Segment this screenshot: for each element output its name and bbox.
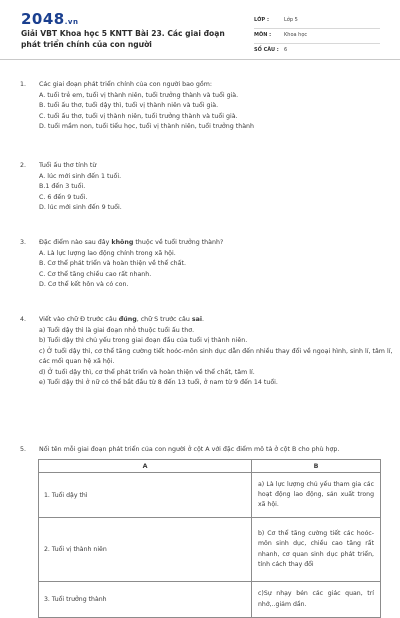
description-cell[interactable]: c)Sự nhạy bén các giác quan, trí nhớ,..giảm dần.	[252, 582, 381, 618]
emphasis-text: đúng	[118, 316, 137, 323]
question-number: 5.	[20, 446, 27, 453]
table-row	[39, 518, 381, 582]
statement-item-d[interactable]: d) Ở tuổi dậy thì, cơ thể phát triển và hoàn thiện về thể chất, tâm lí.	[39, 368, 255, 376]
table-row	[39, 473, 381, 518]
stage-cell[interactable]: 2. Tuổi vị thành niên	[39, 518, 252, 582]
answer-option-a[interactable]: A. tuổi trẻ em, tuổi vị thành niên, tuổi trưởng thành và tuổi già.	[39, 91, 239, 99]
answer-option-b[interactable]: B. tuổi ấu thơ, tuổi dậy thì, tuổi vị thành niên và tuổi già.	[39, 102, 219, 109]
question-text	[39, 238, 223, 249]
meta-value: Khoa học	[284, 32, 308, 38]
emphasis-text: không	[111, 239, 134, 246]
emphasis-text: sai	[191, 316, 202, 323]
question-text-part: thuộc về tuổi trưởng thành?	[133, 239, 224, 246]
question-number: 3.	[20, 239, 27, 246]
site-logo[interactable]	[21, 10, 78, 28]
meta-label: LỚP :	[254, 17, 269, 23]
question-text-part: chữ Đ trước câu	[66, 316, 119, 323]
question-number: 4.	[20, 316, 27, 323]
logo-main: 2048	[21, 10, 65, 28]
table-header-row	[39, 460, 381, 473]
question-text-part: .	[202, 316, 205, 323]
statement-item-c[interactable]: c) Ở tuổi dậy thì, cơ thể tăng cường tiết hoóc-môn sinh dục dẫn đến nhiều thay đổi về ngoại hình, sinh lí, tâm lí, các mối quan hệ xã hội.	[39, 347, 393, 365]
page-header	[0, 0, 400, 60]
question-text: Tuổi ấu thơ tính từ	[39, 162, 97, 169]
answer-option-c[interactable]: C. 6 đến 9 tuổi.	[39, 193, 88, 201]
meta-row-count	[254, 44, 380, 59]
stage-cell[interactable]: 3. Tuổi trưởng thành	[39, 582, 252, 618]
logo-suffix: .vn	[64, 18, 79, 26]
answer-option-c[interactable]: C. Cơ thể tăng chiều cao rất nhanh.	[39, 270, 152, 278]
answer-option-b[interactable]: B.1 đến 3 tuổi.	[39, 183, 86, 190]
table-row	[39, 582, 381, 618]
matching-table	[38, 459, 381, 618]
question-text: Nối tên mỗi giai đoạn phát triển của con người ở cột A với đặc điểm mô tả ở cột B cho phù hợp.	[39, 446, 340, 453]
description-cell[interactable]: a) Là lực lượng chủ yếu tham gia các hoạt động lao động, sản xuất trong xã hội.	[252, 473, 381, 518]
question-number: 1.	[20, 81, 27, 88]
column-header-a: A	[39, 460, 252, 473]
question-text-part: Viết vào	[39, 316, 67, 323]
meta-value: 6	[284, 47, 288, 53]
statement-item-a[interactable]: a) Tuổi dậy thì là giai đoạn nhỏ thuộc tuổi ấu thơ.	[39, 326, 195, 334]
meta-row-class	[254, 14, 380, 29]
column-header-b: B	[252, 460, 381, 473]
answer-option-d[interactable]: D. lúc mới sinh đến 9 tuổi.	[39, 204, 122, 211]
meta-value: Lớp 5	[284, 17, 298, 23]
question-number: 2.	[20, 162, 27, 169]
question-text: Các giai đoạn phát triển chính của con người bao gồm:	[39, 81, 212, 88]
stage-cell[interactable]: 1. Tuổi dậy thì	[39, 473, 252, 518]
description-cell[interactable]: b) Cơ thể tăng cường tiết các hoóc-môn sinh dục, chiều cao tăng rất nhanh, cơ quan sinh dục phát triển, tính cách thay đổi	[252, 518, 381, 582]
statement-item-e[interactable]: e) Tuổi dậy thì ở nữ có thể bắt đầu từ 8 đến 13 tuổi, ở nam từ 9 đến 14 tuổi.	[39, 379, 278, 386]
question-text	[39, 315, 399, 326]
question-text-part: Đặc điểm nào sau đây	[39, 239, 112, 246]
page-title: Giải VBT Khoa học 5 KNTT Bài 23. Các giai đoạn phát triển chính của con người	[21, 29, 225, 49]
answer-option-b[interactable]: B. Cơ thể phát triển và hoàn thiện về thể chất.	[39, 260, 186, 267]
meta-label: MÔN :	[254, 32, 272, 38]
meta-label: SỐ CÂU :	[254, 47, 279, 53]
answer-option-a[interactable]: A. lúc mới sinh đến 1 tuổi.	[39, 172, 122, 180]
answer-option-c[interactable]: C. tuổi ấu thơ, tuổi vị thành niên, tuổi trưởng thành và tuổi già.	[39, 112, 238, 120]
statement-item-b[interactable]: b) Tuổi dậy thì chủ yếu trong giai đoạn đầu của tuổi vị thành niên.	[39, 337, 248, 344]
question-text-part: , chữ S trước câu	[136, 316, 192, 323]
answer-option-d[interactable]: D. Cơ thể kết hôn và có con.	[39, 281, 129, 288]
meta-row-subject	[254, 29, 380, 44]
answer-option-d[interactable]: D. tuổi mầm non, tuổi tiểu học, tuổi vị thành niên, tuổi trưởng thành	[39, 123, 255, 130]
answer-option-a[interactable]: A. Là lực lượng lao động chính trong xã hội.	[39, 249, 176, 257]
